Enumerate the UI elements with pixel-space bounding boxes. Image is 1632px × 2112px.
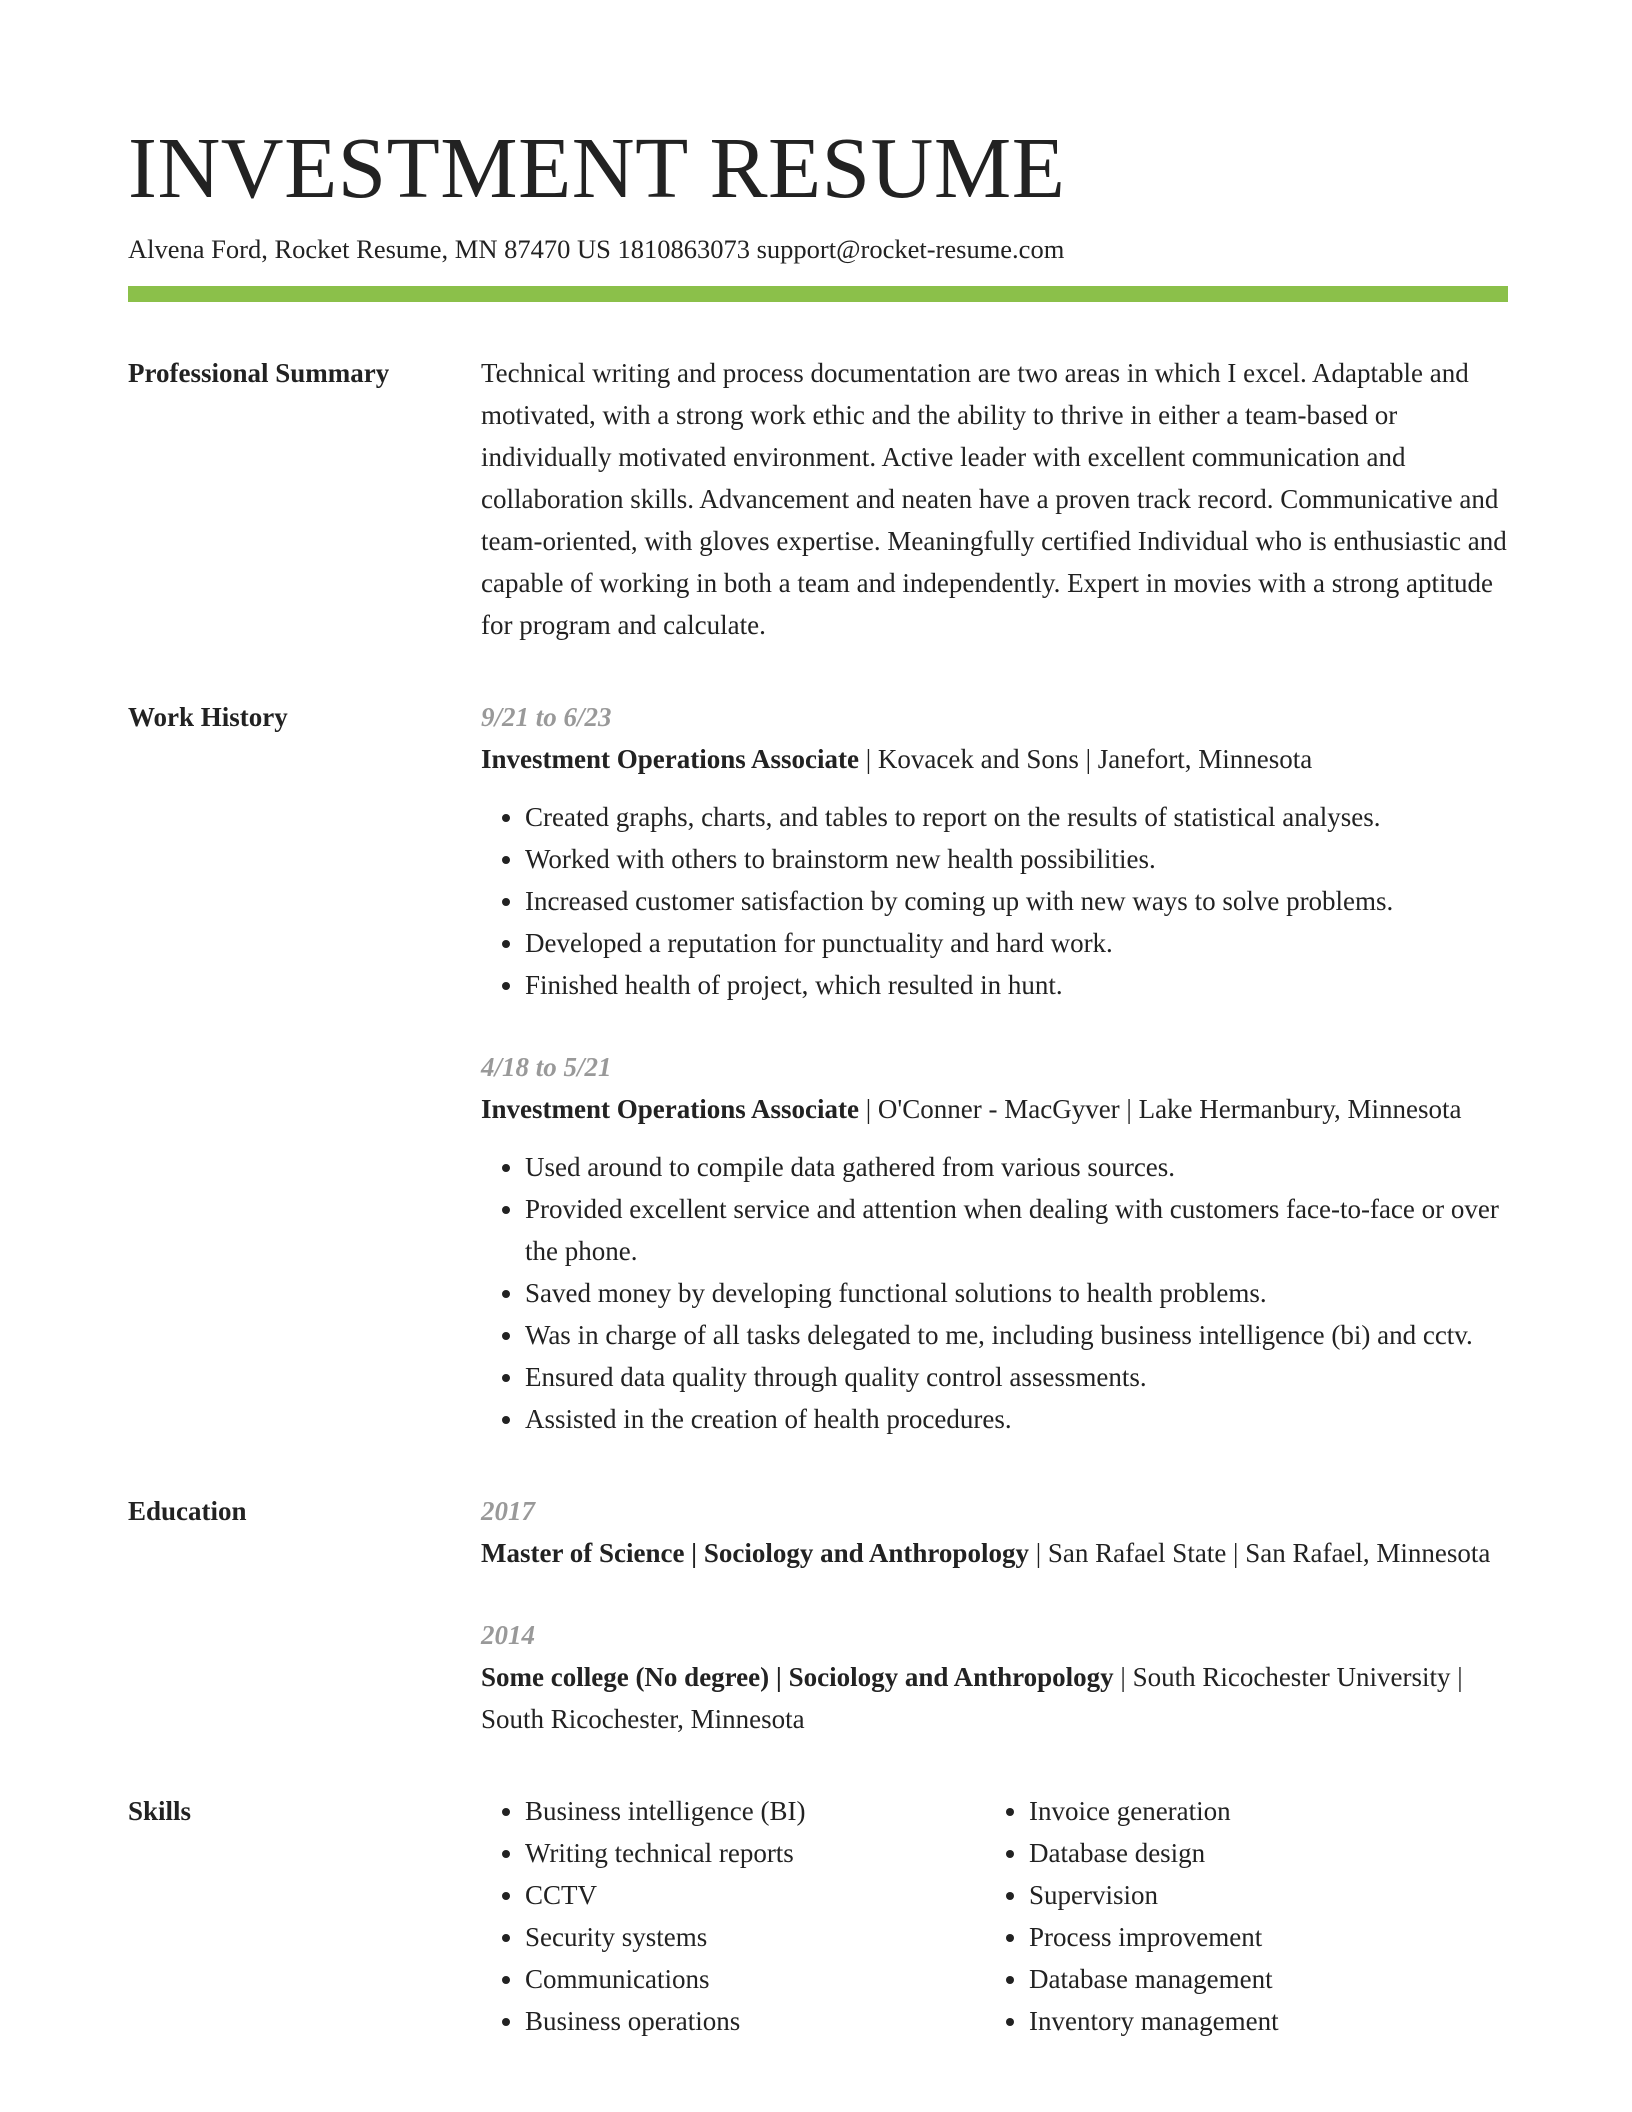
job-entry	[481, 1046, 1508, 1440]
skill-item: • Business intelligence (BI)	[525, 1790, 985, 1832]
job-heading	[481, 738, 1508, 780]
skill-item: • Supervision	[1029, 1874, 1489, 1916]
education-section	[128, 1490, 1508, 1740]
job-details: | O'Conner - MacGyver | Lake Hermanbury, Minnesota	[858, 1094, 1462, 1124]
skills-list-left	[481, 1790, 985, 2042]
list-item: • Provided excellent service and attention when dealing with customers face-to-face or over the phone.	[525, 1188, 1508, 1272]
list-item: • Developed a reputation for punctuality and hard work.	[525, 922, 1508, 964]
section-label-work-history: Work History	[128, 702, 288, 732]
education-heading	[481, 1656, 1508, 1740]
job-title: Investment Operations Associate	[481, 744, 859, 774]
job-dates: 4/18 to 5/21	[481, 1052, 612, 1082]
contact-line: Alvena Ford, Rocket Resume, MN 87470 US 1810863073 support@rocket-resume.com	[128, 234, 1065, 264]
section-label-education: Education	[128, 1496, 247, 1526]
degree-title: Master of Science | Sociology and Anthropology	[481, 1538, 1029, 1568]
skill-item: • CCTV	[525, 1874, 985, 1916]
education-entry	[481, 1490, 1508, 1574]
section-label-skills: Skills	[128, 1796, 192, 1826]
skill-item: • Communications	[525, 1958, 985, 2000]
list-item: • Worked with others to brainstorm new health possibilities.	[525, 838, 1508, 880]
skill-item: • Business operations	[525, 2000, 985, 2042]
job-bullets	[481, 796, 1508, 1006]
skills-list-right	[985, 1790, 1489, 2042]
job-details: | Kovacek and Sons | Janefort, Minnesota	[858, 744, 1313, 774]
list-item: • Assisted in the creation of health procedures.	[525, 1398, 1508, 1440]
education-year: 2017	[481, 1496, 535, 1526]
skill-item: • Process improvement	[1029, 1916, 1489, 1958]
resume-page	[128, 0, 1508, 2042]
skills-columns	[481, 1790, 1508, 2042]
skill-item: • Inventory management	[1029, 2000, 1489, 2042]
list-item: • Ensured data quality through quality control assessments.	[525, 1356, 1508, 1398]
school-details: | South Ricochester University | South Ricochester, Minnesota	[481, 1662, 1463, 1734]
skill-item: • Database management	[1029, 1958, 1489, 2000]
list-item: • Created graphs, charts, and tables to report on the results of statistical analyses.	[525, 796, 1508, 838]
job-bullets	[481, 1146, 1508, 1440]
skill-item: • Security systems	[525, 1916, 985, 1958]
education-entry	[481, 1614, 1508, 1740]
degree-title: Some college (No degree) | Sociology and Anthropology	[481, 1662, 1114, 1692]
list-item: • Used around to compile data gathered from various sources.	[525, 1146, 1508, 1188]
job-heading	[481, 1088, 1508, 1130]
section-label-summary: Professional Summary	[128, 358, 390, 388]
header-divider	[128, 286, 1508, 302]
skill-item: • Database design	[1029, 1832, 1489, 1874]
skill-item: • Invoice generation	[1029, 1790, 1489, 1832]
list-item: • Saved money by developing functional solutions to health problems.	[525, 1272, 1508, 1314]
summary-section	[128, 352, 1508, 646]
skills-section	[128, 1790, 1508, 2042]
list-item: • Was in charge of all tasks delegated to me, including business intelligence (bi) and cctv.	[525, 1314, 1508, 1356]
school-details: | San Rafael State | San Rafael, Minnesota	[1028, 1538, 1491, 1568]
education-year: 2014	[481, 1620, 535, 1650]
skill-item: • Writing technical reports	[525, 1832, 985, 1874]
summary-text: Technical writing and process documentation are two areas in which I excel. Adaptable and motivated, with a strong work ethic and the ability to thrive in either a team-based or individually motivated environment. Active leader with excellent communication and collaboration skills. Advancement and neaten have a proven track record. Communicative and team-oriented, with gloves expertise. Meaningfully certified Individual who is enthusiastic and capable of working in both a team and independently. Expert in movies with a strong aptitude for program and calculate.	[481, 358, 1507, 640]
job-entry	[481, 696, 1508, 1006]
work-history-section	[128, 696, 1508, 1440]
list-item: • Finished health of project, which resulted in hunt.	[525, 964, 1508, 1006]
resume-title: INVESTMENT RESUME	[128, 119, 1066, 216]
job-title: Investment Operations Associate	[481, 1094, 859, 1124]
job-dates: 9/21 to 6/23	[481, 702, 612, 732]
list-item: • Increased customer satisfaction by coming up with new ways to solve problems.	[525, 880, 1508, 922]
education-heading	[481, 1532, 1508, 1574]
